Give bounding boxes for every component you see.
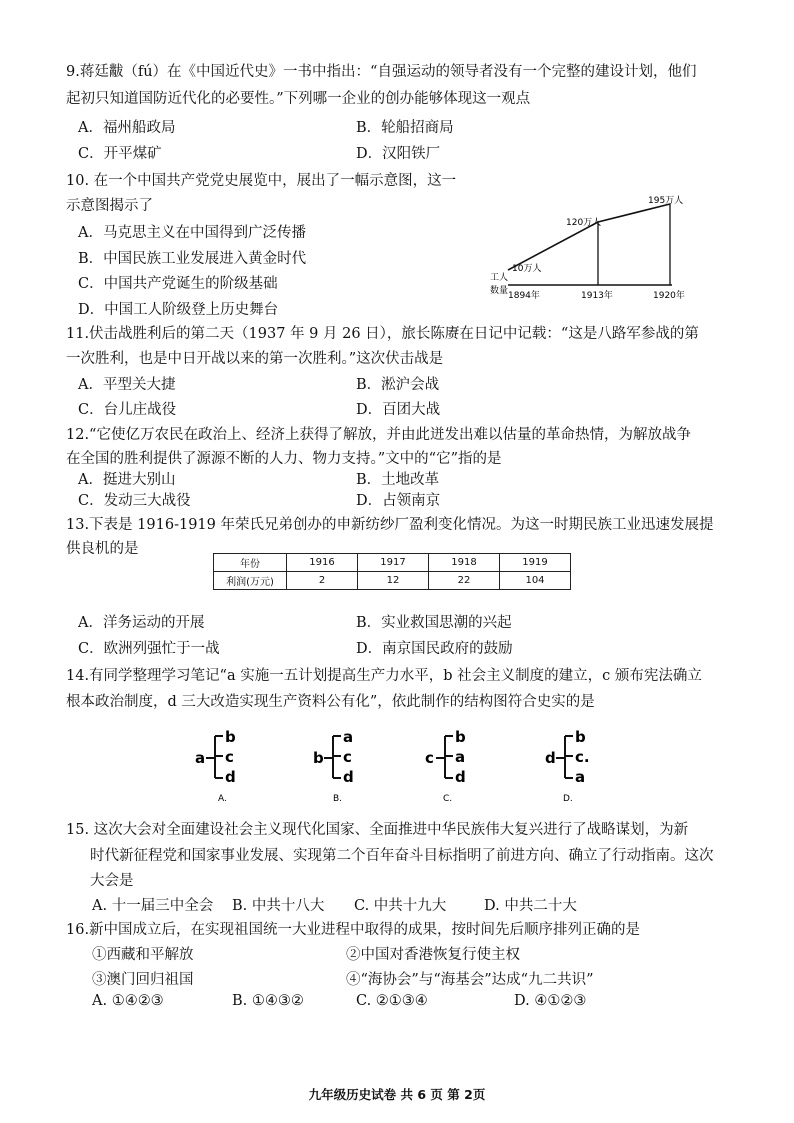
profit-table	[213, 553, 571, 590]
point-label-1920: 195万人	[648, 196, 684, 206]
q11-option-d[interactable]: D．百团大战	[356, 402, 441, 418]
q12-option-c[interactable]: C．发动三大战役	[78, 493, 191, 509]
table-row-label: 利润(万元)	[214, 572, 287, 590]
q12-option-a[interactable]: A．挺进大别山	[78, 472, 176, 488]
table-cell: 12	[358, 572, 429, 590]
diagram-item: c	[343, 748, 352, 766]
q15-option-c[interactable]: C. 中共十九大	[354, 898, 447, 914]
year-label-1894: 1894年	[508, 291, 540, 301]
q9-option-d[interactable]: D．汉阳铁厂	[356, 146, 441, 162]
structure-diagrams	[185, 726, 605, 806]
table-header-row	[214, 554, 571, 572]
q15-option-d[interactable]: D. 中共二十大	[484, 898, 577, 914]
diagram-item: a	[455, 748, 466, 766]
q15-stem-line3: 大会是	[90, 873, 134, 889]
table-cell: 104	[500, 572, 571, 590]
q16-stem-line1: 16.新中国成立后，在实现祖国统一大业进程中取得的成果，按时间先后顺序排列正确的是	[66, 922, 641, 938]
diagram-item: c	[225, 748, 234, 766]
diagram-b[interactable]	[313, 728, 354, 804]
diagram-item: d	[225, 768, 236, 786]
q12-option-b[interactable]: B．土地改革	[356, 472, 440, 488]
q13-option-d[interactable]: D．南京国民政府的鼓励	[356, 641, 513, 657]
table-header-cell: 1919	[500, 554, 571, 572]
q9-stem-line2: 起初只知道国防近代化的必要性。”下列哪一企业的创办能够体现这一观点	[66, 91, 531, 107]
q11-option-b[interactable]: B．淞沪会战	[356, 377, 440, 393]
diagram-c[interactable]	[425, 728, 466, 804]
q9-stem-line1: 9.蒋廷黻（fú）在《中国近代史》一书中指出：“自强运动的领导者没有一个完整的建设计划，他们	[66, 64, 697, 80]
q10-option-c[interactable]: C．中国共产党诞生的阶级基础	[78, 276, 278, 292]
q11-option-c[interactable]: C．台儿庄战役	[78, 402, 177, 418]
diagram-root: c	[425, 749, 434, 767]
q10-option-d[interactable]: D．中国工人阶级登上历史舞台	[78, 302, 279, 318]
q15-option-b[interactable]: B. 中共十八大	[232, 898, 325, 914]
diagram-item: b	[575, 728, 586, 746]
diagram-label: B.	[333, 794, 343, 804]
diagram-item: a	[575, 768, 586, 786]
table-header-cell: 1918	[429, 554, 500, 572]
worker-growth-schematic	[488, 192, 698, 304]
diagram-label: A.	[218, 794, 227, 804]
q9-option-a[interactable]: A．福州船政局	[78, 120, 176, 136]
diagram-root: b	[313, 749, 324, 767]
diagram-item: b	[455, 728, 466, 746]
q13-option-a[interactable]: A．洋务运动的开展	[78, 615, 205, 631]
q16-option-b[interactable]: B. ①④③②	[232, 993, 304, 1009]
q14-stem-line1: 14.有同学整理学习笔记“a 实施一五计划提高生产力水平，b 社会主义制度的建立，c 颁布宪法确立	[66, 668, 702, 684]
point-label-1913: 120万人	[566, 218, 602, 228]
q12-stem-line2: 在全国的胜利提供了源源不断的人力、物力支持。”文中的“它”指的是	[66, 451, 502, 467]
table-header-cell: 1917	[358, 554, 429, 572]
q11-stem-line1: 11.伏击战胜利后的第二天（1937 年 9 月 26 日），旅长陈赓在日记中记载：“这是八路军参战的第	[66, 326, 699, 342]
q15-stem-line2: 时代新征程党和国家事业发展、实现第二个百年奋斗目标指明了前进方向、确立了行动指南。这次	[90, 848, 714, 864]
q16-item-1: ①西藏和平解放	[92, 947, 194, 963]
y-label-line1: 工人	[490, 273, 509, 283]
q13-stem-line1: 13.下表是 1916-1919 年荣氏兄弟创办的申新纺纱厂盈利变化情况。为这一时期民族工业迅速发展提	[66, 517, 714, 533]
table-row	[214, 572, 571, 590]
diagram-label: D.	[563, 794, 573, 804]
year-label-1920: 1920年	[653, 291, 685, 301]
table-cell: 22	[429, 572, 500, 590]
q16-option-d[interactable]: D. ④①②③	[514, 993, 587, 1009]
diagram-root: d	[545, 749, 556, 767]
q9-option-b[interactable]: B．轮船招商局	[356, 120, 454, 136]
year-label-1913: 1913年	[581, 291, 613, 301]
point-label-1894: 10万人	[512, 264, 542, 274]
q11-option-a[interactable]: A．平型关大捷	[78, 377, 176, 393]
table-header-cell: 年份	[214, 554, 287, 572]
diagram-item: b	[225, 728, 236, 746]
q13-stem-line2: 供良机的是	[66, 541, 139, 557]
q13-option-c[interactable]: C．欧洲列强忙于一战	[78, 641, 220, 657]
q10-stem-line1: 10. 在一个中国共产党党史展览中，展出了一幅示意图，这一	[66, 173, 457, 189]
q12-stem-line1: 12.“它使亿万农民在政治上、经济上获得了解放，并由此迸发出难以估量的革命热情，为解放战争	[66, 427, 691, 443]
q13-option-b[interactable]: B．实业救国思潮的兴起	[356, 615, 512, 631]
q16-option-c[interactable]: C. ②①③④	[356, 993, 428, 1009]
diagram-item: d	[343, 768, 354, 786]
q15-option-a[interactable]: A. 十一届三中全会	[92, 898, 214, 914]
diagram-item: d	[455, 768, 466, 786]
table-cell: 2	[287, 572, 358, 590]
q11-stem-line2: 一次胜利，也是中日开战以来的第一次胜利。”这次伏击战是	[66, 351, 444, 367]
q16-item-3: ③澳门回归祖国	[92, 972, 194, 988]
y-label-line2: 数量	[490, 286, 509, 296]
diagram-root: a	[195, 749, 206, 767]
diagram-a[interactable]	[195, 728, 236, 804]
q15-stem-line1: 15. 这次大会对全面建设社会主义现代化国家、全面推进中华民族伟大复兴进行了战略谋划，为新	[66, 822, 689, 838]
q16-option-a[interactable]: A. ①④②③	[92, 993, 164, 1009]
diagram-item: a	[343, 728, 354, 746]
q10-option-b[interactable]: B．中国民族工业发展进入黄金时代	[78, 251, 307, 267]
q9-option-c[interactable]: C．开平煤矿	[78, 146, 162, 162]
q12-option-d[interactable]: D．占领南京	[356, 493, 441, 509]
diagram-d[interactable]	[545, 728, 590, 804]
growth-line	[508, 204, 670, 270]
table-header-cell: 1916	[287, 554, 358, 572]
q14-stem-line2: 根本政治制度，d 三大改造实现生产资料公有化”，依此制作的结构图符合史实的是	[66, 694, 595, 710]
q16-item-2: ②中国对香港恢复行使主权	[346, 947, 520, 963]
diagram-label: C.	[443, 794, 453, 804]
q10-option-a[interactable]: A．马克思主义在中国得到广泛传播	[78, 225, 306, 241]
q16-item-4: ④“海协会”与“海基会”达成“九二共识”	[346, 972, 594, 988]
q10-stem-line2: 示意图揭示了	[66, 198, 153, 214]
page-footer: 九年级历史试卷 共 6 页 第 2页	[308, 1087, 486, 1102]
diagram-item: c.	[575, 748, 590, 766]
